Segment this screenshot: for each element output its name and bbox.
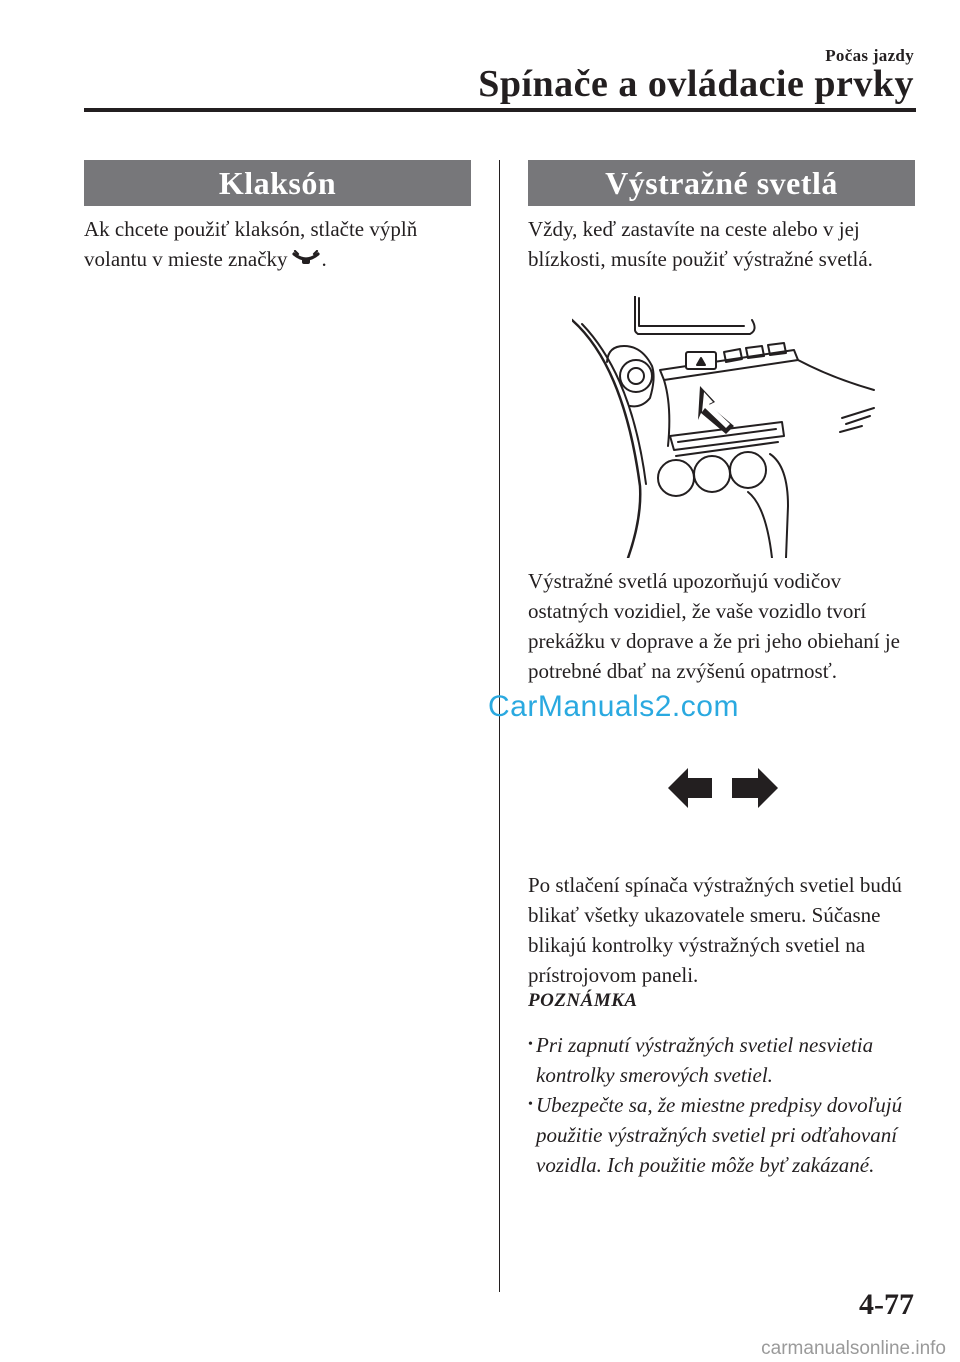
- bullet-icon: •: [528, 1097, 533, 1112]
- horn-paragraph-text: Ak chcete použiť klaksón, stlačte výplň volantu v mieste značky: [84, 217, 418, 271]
- bullet-icon: •: [528, 1037, 533, 1052]
- footer-watermark: carmanualsonline.info: [761, 1338, 946, 1359]
- note-list: [528, 1030, 918, 1180]
- hazard-operation-paragraph: Po stlačení spínača výstražných svetiel budú blikať všetky ukazovatele smeru. Súčasne blikajú kontrolky výstražných svetiel na prístrojovom paneli.: [528, 873, 902, 987]
- note-item-text: Ubezpečte sa, že miestne predpisy dovoľujú použitie výstražných svetiel pri odťahovaní vozidla. Ich použitie môže byť zakázané.: [536, 1093, 903, 1177]
- hazard-warning-paragraph: Výstražné svetlá upozorňujú vodičov ostatných vozidiel, že vaše vozidlo tvorí prekážku v doprave a že pri jeho obiehaní je potrebné dbať na zvýšenú opatrnosť.: [528, 569, 901, 683]
- horn-paragraph: [84, 214, 474, 276]
- section-heading-hazard: Výstražné svetlá: [528, 160, 915, 206]
- watermark-carmanuals2: CarManuals2.com: [488, 690, 739, 723]
- hazard-intro-paragraph: Vždy, keď zastavíte na ceste alebo v jej blízkosti, musíte použiť výstražné svetlá.: [528, 217, 873, 271]
- horn-icon: [292, 246, 320, 276]
- hazard-switch-illustration: [572, 296, 882, 563]
- turn-signal-arrows-icon: [668, 768, 778, 813]
- note-item: [528, 1030, 918, 1090]
- page-number: 4-77: [859, 1288, 914, 1321]
- header-section: Počas jazdy: [825, 46, 914, 65]
- section-heading-horn: Klaksón: [84, 160, 471, 206]
- header-chapter: Spínače a ovládacie prvky: [478, 63, 914, 105]
- note-item: [528, 1090, 918, 1180]
- note-title: POZNÁMKA: [528, 990, 638, 1011]
- column-divider: [499, 160, 500, 1292]
- horn-paragraph-end: .: [321, 247, 327, 271]
- header-rule: [84, 108, 916, 112]
- note-item-text: Pri zapnutí výstražných svetiel nesvietia kontrolky smerových svetiel.: [536, 1033, 874, 1087]
